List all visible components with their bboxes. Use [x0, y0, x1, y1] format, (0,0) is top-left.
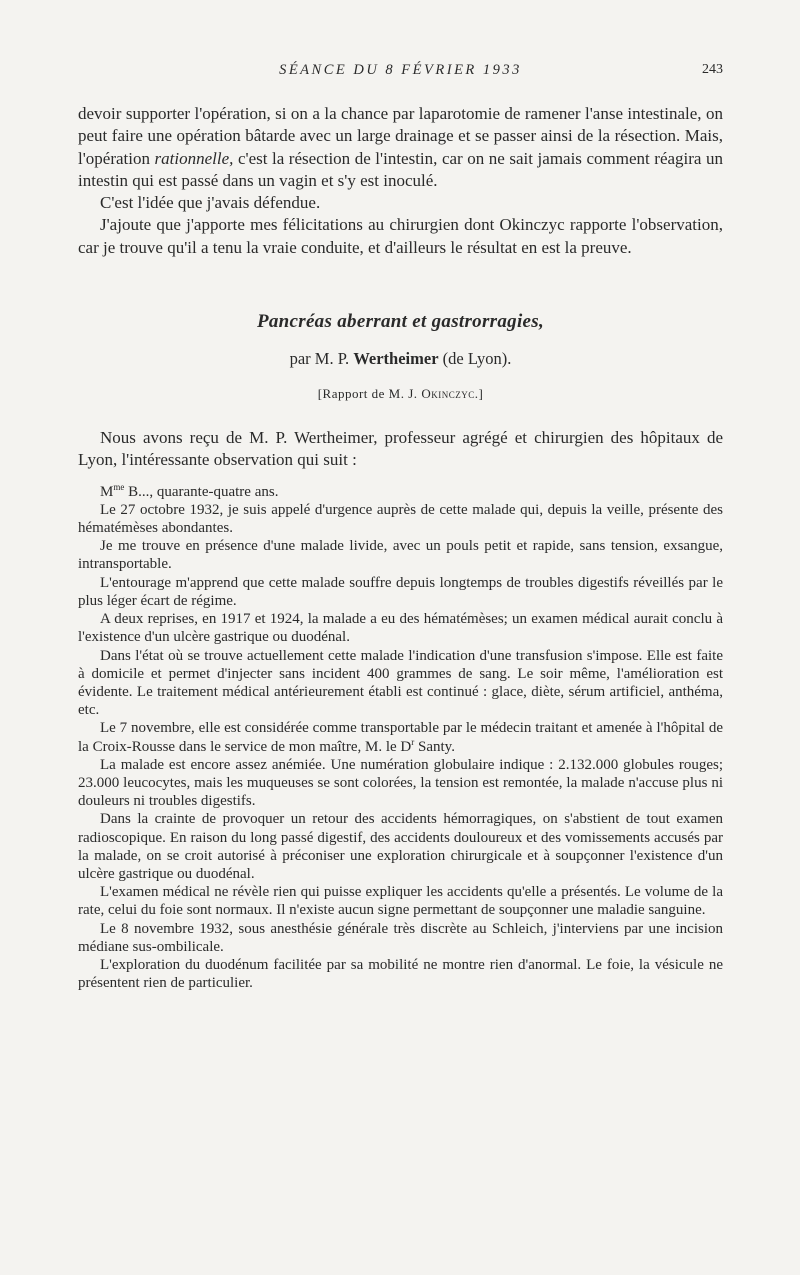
paragraph: Le 7 novembre, elle est considérée comme transportable par le médecin traitant et amenée à l'hôpital de la Croix-Rousse dans le service de mon maître, M. le $D^r$ Santy. — [78, 720, 723, 755]
page-number: 243 — [702, 62, 723, 77]
paragraph: Le 8 novembre 1932, sous anesthésie générale très discrète au Schleich, j'interviens par une incision médiane sus-ombilicale. — [78, 920, 723, 955]
paragraph: A deux reprises, en 1917 et 1924, la malade a eu des hématémèses; un examen médical aurait conclu à l'existence d'un ulcère gastrique ou duodénal. — [78, 611, 723, 646]
intro — [78, 427, 723, 472]
rapport-note: [Rapport de M. J. Okinczyc.] — [317, 386, 484, 402]
paragraph: Dans l'état où se trouve actuellement cette malade l'indication d'une transfusion s'impose. Elle est faite à domicile et permet d'injecter sans incident 400 grammes de sang. Le soir même, l'amélioration est évidente. Le traitement médical antérieurement établi est continué : glace, diète, sérum artificiel, anthéma, etc. — [78, 647, 723, 719]
paragraph: L'examen médical ne révèle rien qui puisse expliquer les accidents qu'elle a présentés. Le volume de la rate, celui du foie sont normaux. Il n'existe aucun signe permettant de soupçonner une maladie sanguine. — [78, 884, 723, 919]
paragraph: L'entourage m'apprend que cette malade souffre depuis longtemps de troubles digestifs réveillés par le plus léger écart de régime. — [78, 574, 723, 609]
observation — [78, 483, 723, 993]
intro-paragraph: Nous avons reçu de M. P. Wertheimer, professeur agrégé et chirurgien des hôpitaux de Lyon, l'intéressante observation qui suit : — [78, 428, 723, 470]
patient-line: $M^{me}$ B..., quarante-quatre ans. — [100, 481, 279, 500]
paragraph: Le 27 octobre 1932, je suis appelé d'urgence auprès de cette malade qui, depuis la veille, présente des hématémèses abondantes. — [78, 501, 723, 537]
paragraph: Je me trouve en présence d'une malade livide, avec un pouls petit et rapide, sans tension, exsangue, intransportable. — [78, 538, 723, 573]
byline: par M. P. Wertheimer (de Lyon). — [289, 349, 512, 369]
running-head — [78, 62, 723, 84]
section-title: Pancréas aberrant et gastrorragies, — [256, 311, 545, 333]
paragraph: Dans la crainte de provoquer un retour des accidents hémorragiques, on s'abstient de tout examen radioscopique. En raison du long passé digestif, des accidents douloureux et des vomissements accusés par la malade, on se croit autorisé à préconiser une exploration chirurgicale et à soupçonner l'existence d'un ulcère gastrique ou duodénal. — [78, 811, 723, 882]
paragraph: L'exploration du duodénum facilitée par sa mobilité ne montre rien d'anormal. Le foie, la vésicule ne présentent rien de particulier. — [78, 956, 723, 992]
page-body — [78, 103, 723, 992]
paragraph: C'est l'idée que j'avais défendue. — [100, 193, 321, 213]
continued-discussion — [78, 103, 723, 259]
paragraph: devoir supporter l'opération, si on a la chance par laparotomie de ramener l'anse intestinale, on peut faire une opération bâtarde avec un large drainage et se passer ainsi de la résection. Mais, l'opération rationnelle, c'est la résection de l'intestin, car on ne sait jamais comment réagira un intestin qui est passé dans un vagin et s'y est inoculé. — [78, 104, 724, 190]
paragraph: J'ajoute que j'apporte mes félicitations au chirurgien dont Okinczyc rapporte l'observation, car je trouve qu'il a tenu la vraie conduite, et d'ailleurs le résultat en est la preuve. — [78, 215, 723, 257]
running-title: SÉANCE DU 8 FÉVRIER 1933 — [279, 62, 522, 78]
paragraph: La malade est encore assez anémiée. Une numération globulaire indique : 2.132.000 globules rouges; 23.000 leucocytes, mais les muqueuses se sont colorées, la tension est remontée, la malade n'accuse plus ni douleurs ni troubles digestifs. — [78, 756, 723, 810]
rapporteur-name: Okinczyc — [421, 386, 475, 402]
author-name: Wertheimer — [353, 349, 439, 369]
